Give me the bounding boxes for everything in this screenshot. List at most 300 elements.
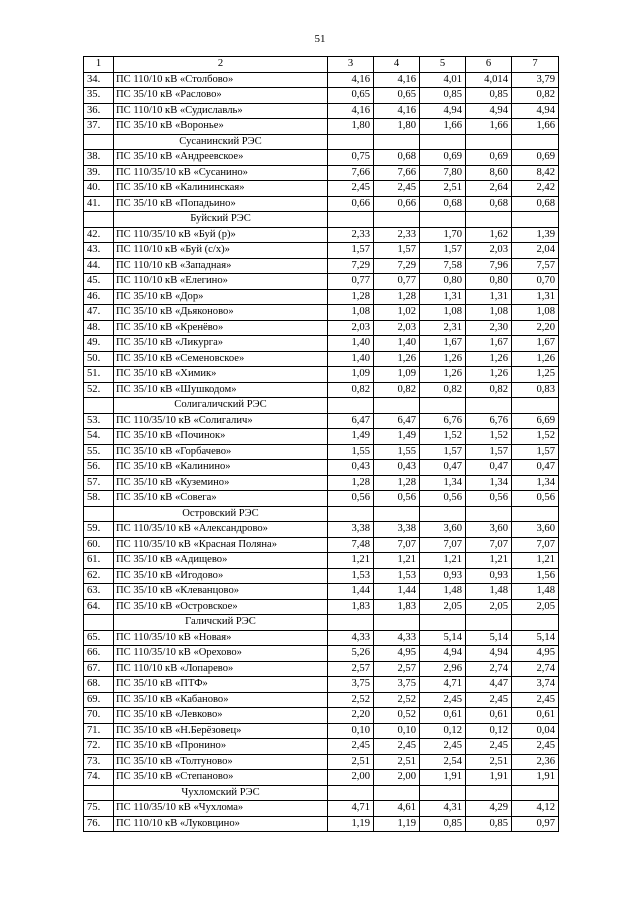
value-cell-col-6: 4,47 bbox=[466, 677, 512, 693]
value-cell-col-5: 2,54 bbox=[420, 754, 466, 770]
value-cell-col-3: 2,45 bbox=[328, 181, 374, 197]
section-empty-cell bbox=[512, 134, 559, 150]
value-cell-col-5: 4,71 bbox=[420, 677, 466, 693]
value-cell-col-5: 0,69 bbox=[420, 150, 466, 166]
row-number: 61. bbox=[84, 553, 114, 569]
substation-name: ПС 35/10 кВ «Попадьино» bbox=[114, 196, 328, 212]
value-cell-col-3: 1,09 bbox=[328, 367, 374, 383]
table-row bbox=[84, 708, 559, 724]
value-cell-col-3: 0,10 bbox=[328, 723, 374, 739]
table-row bbox=[84, 491, 559, 507]
section-empty-cell bbox=[466, 212, 512, 228]
substation-name: ПС 35/10 кВ «Воронье» bbox=[114, 119, 328, 135]
value-cell-col-6: 1,26 bbox=[466, 367, 512, 383]
value-cell-col-7: 0,97 bbox=[512, 816, 559, 832]
value-cell-col-5: 1,66 bbox=[420, 119, 466, 135]
section-empty-cell bbox=[466, 506, 512, 522]
row-number: 34. bbox=[84, 72, 114, 88]
section-number-cell bbox=[84, 506, 114, 522]
section-row bbox=[84, 506, 559, 522]
value-cell-col-7: 0,83 bbox=[512, 382, 559, 398]
value-cell-col-6: 1,21 bbox=[466, 553, 512, 569]
value-cell-col-6: 2,74 bbox=[466, 661, 512, 677]
value-cell-col-5: 1,26 bbox=[420, 367, 466, 383]
table-row bbox=[84, 444, 559, 460]
value-cell-col-6: 0,61 bbox=[466, 708, 512, 724]
value-cell-col-4: 0,65 bbox=[374, 88, 420, 104]
value-cell-col-7: 1,67 bbox=[512, 336, 559, 352]
value-cell-col-3: 4,16 bbox=[328, 72, 374, 88]
value-cell-col-7: 1,48 bbox=[512, 584, 559, 600]
section-row bbox=[84, 212, 559, 228]
value-cell-col-5: 0,85 bbox=[420, 88, 466, 104]
substation-name: ПС 35/10 кВ «Н.Берёзовец» bbox=[114, 723, 328, 739]
table-row bbox=[84, 553, 559, 569]
row-number: 68. bbox=[84, 677, 114, 693]
section-empty-cell bbox=[466, 398, 512, 414]
value-cell-col-4: 0,77 bbox=[374, 274, 420, 290]
value-cell-col-7: 2,45 bbox=[512, 692, 559, 708]
table-row bbox=[84, 413, 559, 429]
row-number: 66. bbox=[84, 646, 114, 662]
table-row bbox=[84, 754, 559, 770]
row-number: 38. bbox=[84, 150, 114, 166]
value-cell-col-5: 1,57 bbox=[420, 243, 466, 259]
value-cell-col-7: 2,74 bbox=[512, 661, 559, 677]
header-cell: 5 bbox=[420, 57, 466, 73]
value-cell-col-4: 6,47 bbox=[374, 413, 420, 429]
section-empty-cell bbox=[328, 615, 374, 631]
value-cell-col-5: 2,45 bbox=[420, 692, 466, 708]
value-cell-col-3: 0,65 bbox=[328, 88, 374, 104]
row-number: 74. bbox=[84, 770, 114, 786]
value-cell-col-3: 1,40 bbox=[328, 351, 374, 367]
value-cell-col-5: 1,91 bbox=[420, 770, 466, 786]
value-cell-col-3: 7,48 bbox=[328, 537, 374, 553]
value-cell-col-5: 1,26 bbox=[420, 351, 466, 367]
value-cell-col-6: 0,93 bbox=[466, 568, 512, 584]
value-cell-col-4: 0,68 bbox=[374, 150, 420, 166]
value-cell-col-4: 1,83 bbox=[374, 599, 420, 615]
table-row bbox=[84, 150, 559, 166]
value-cell-col-3: 7,29 bbox=[328, 258, 374, 274]
substation-name: ПС 35/10 кВ «Адищево» bbox=[114, 553, 328, 569]
value-cell-col-3: 1,28 bbox=[328, 475, 374, 491]
table-row bbox=[84, 537, 559, 553]
value-cell-col-4: 2,45 bbox=[374, 739, 420, 755]
value-cell-col-3: 1,57 bbox=[328, 243, 374, 259]
section-number-cell bbox=[84, 134, 114, 150]
value-cell-col-5: 1,67 bbox=[420, 336, 466, 352]
row-number: 51. bbox=[84, 367, 114, 383]
value-cell-col-3: 1,44 bbox=[328, 584, 374, 600]
table-row bbox=[84, 770, 559, 786]
value-cell-col-7: 4,12 bbox=[512, 801, 559, 817]
value-cell-col-4: 2,00 bbox=[374, 770, 420, 786]
value-cell-col-3: 2,03 bbox=[328, 320, 374, 336]
value-cell-col-6: 5,14 bbox=[466, 630, 512, 646]
value-cell-col-6: 1,31 bbox=[466, 289, 512, 305]
value-cell-col-5: 4,94 bbox=[420, 646, 466, 662]
row-number: 55. bbox=[84, 444, 114, 460]
substation-name: ПС 35/10 кВ «Левково» bbox=[114, 708, 328, 724]
row-number: 72. bbox=[84, 739, 114, 755]
substation-name: ПС 110/10 кВ «Западная» bbox=[114, 258, 328, 274]
table-row bbox=[84, 723, 559, 739]
value-cell-col-4: 2,45 bbox=[374, 181, 420, 197]
section-title: Буйский РЭС bbox=[114, 212, 328, 228]
value-cell-col-6: 4,29 bbox=[466, 801, 512, 817]
value-cell-col-6: 2,51 bbox=[466, 754, 512, 770]
section-empty-cell bbox=[328, 785, 374, 801]
value-cell-col-3: 4,33 bbox=[328, 630, 374, 646]
value-cell-col-6: 0,85 bbox=[466, 816, 512, 832]
value-cell-col-3: 1,83 bbox=[328, 599, 374, 615]
value-cell-col-6: 0,69 bbox=[466, 150, 512, 166]
table-row bbox=[84, 630, 559, 646]
value-cell-col-6: 0,68 bbox=[466, 196, 512, 212]
value-cell-col-7: 1,91 bbox=[512, 770, 559, 786]
table-row bbox=[84, 227, 559, 243]
value-cell-col-5: 2,96 bbox=[420, 661, 466, 677]
value-cell-col-6: 4,94 bbox=[466, 646, 512, 662]
value-cell-col-5: 0,61 bbox=[420, 708, 466, 724]
value-cell-col-3: 1,49 bbox=[328, 429, 374, 445]
value-cell-col-6: 4,94 bbox=[466, 103, 512, 119]
table-row bbox=[84, 320, 559, 336]
section-row bbox=[84, 134, 559, 150]
value-cell-col-3: 1,40 bbox=[328, 336, 374, 352]
value-cell-col-7: 0,04 bbox=[512, 723, 559, 739]
value-cell-col-6: 0,85 bbox=[466, 88, 512, 104]
value-cell-col-5: 2,45 bbox=[420, 739, 466, 755]
substation-name: ПС 110/10 кВ «Столбово» bbox=[114, 72, 328, 88]
value-cell-col-4: 4,95 bbox=[374, 646, 420, 662]
substation-name: ПС 110/35/10 кВ «Орехово» bbox=[114, 646, 328, 662]
row-number: 56. bbox=[84, 460, 114, 476]
row-number: 45. bbox=[84, 274, 114, 290]
value-cell-col-7: 1,26 bbox=[512, 351, 559, 367]
row-number: 69. bbox=[84, 692, 114, 708]
section-title: Островский РЭС bbox=[114, 506, 328, 522]
value-cell-col-7: 2,04 bbox=[512, 243, 559, 259]
substation-name: ПС 110/10 кВ «Луковцино» bbox=[114, 816, 328, 832]
section-empty-cell bbox=[512, 785, 559, 801]
value-cell-col-7: 3,60 bbox=[512, 522, 559, 538]
header-cell: 3 bbox=[328, 57, 374, 73]
substation-name: ПС 35/10 кВ «Кренёво» bbox=[114, 320, 328, 336]
section-empty-cell bbox=[420, 212, 466, 228]
value-cell-col-5: 2,31 bbox=[420, 320, 466, 336]
table-row bbox=[84, 289, 559, 305]
section-empty-cell bbox=[466, 615, 512, 631]
table-row bbox=[84, 429, 559, 445]
section-number-cell bbox=[84, 785, 114, 801]
value-cell-col-7: 5,14 bbox=[512, 630, 559, 646]
value-cell-col-3: 1,21 bbox=[328, 553, 374, 569]
value-cell-col-7: 1,52 bbox=[512, 429, 559, 445]
value-cell-col-7: 1,25 bbox=[512, 367, 559, 383]
value-cell-col-5: 6,76 bbox=[420, 413, 466, 429]
row-number: 59. bbox=[84, 522, 114, 538]
section-empty-cell bbox=[420, 506, 466, 522]
value-cell-col-6: 2,45 bbox=[466, 739, 512, 755]
value-cell-col-3: 2,57 bbox=[328, 661, 374, 677]
value-cell-col-5: 2,05 bbox=[420, 599, 466, 615]
value-cell-col-5: 0,12 bbox=[420, 723, 466, 739]
table-row bbox=[84, 661, 559, 677]
value-cell-col-4: 1,26 bbox=[374, 351, 420, 367]
section-empty-cell bbox=[374, 212, 420, 228]
value-cell-col-4: 0,66 bbox=[374, 196, 420, 212]
table-row bbox=[84, 522, 559, 538]
value-cell-col-7: 1,39 bbox=[512, 227, 559, 243]
row-number: 41. bbox=[84, 196, 114, 212]
value-cell-col-3: 2,00 bbox=[328, 770, 374, 786]
row-number: 43. bbox=[84, 243, 114, 259]
value-cell-col-6: 6,76 bbox=[466, 413, 512, 429]
section-empty-cell bbox=[512, 398, 559, 414]
substation-name: ПС 35/10 кВ «Клеванцово» bbox=[114, 584, 328, 600]
value-cell-col-5: 0,56 bbox=[420, 491, 466, 507]
row-number: 62. bbox=[84, 568, 114, 584]
substation-name: ПС 35/10 кВ «Толтуново» bbox=[114, 754, 328, 770]
value-cell-col-4: 1,57 bbox=[374, 243, 420, 259]
table-row bbox=[84, 475, 559, 491]
value-cell-col-7: 8,42 bbox=[512, 165, 559, 181]
value-cell-col-6: 1,66 bbox=[466, 119, 512, 135]
substation-name: ПС 35/10 кВ «Степаново» bbox=[114, 770, 328, 786]
value-cell-col-4: 0,82 bbox=[374, 382, 420, 398]
value-cell-col-6: 1,91 bbox=[466, 770, 512, 786]
value-cell-col-5: 1,52 bbox=[420, 429, 466, 445]
section-empty-cell bbox=[420, 398, 466, 414]
value-cell-col-7: 1,21 bbox=[512, 553, 559, 569]
value-cell-col-4: 1,53 bbox=[374, 568, 420, 584]
row-number: 73. bbox=[84, 754, 114, 770]
value-cell-col-7: 1,57 bbox=[512, 444, 559, 460]
row-number: 35. bbox=[84, 88, 114, 104]
value-cell-col-5: 4,31 bbox=[420, 801, 466, 817]
section-empty-cell bbox=[328, 506, 374, 522]
value-cell-col-4: 2,51 bbox=[374, 754, 420, 770]
table-row bbox=[84, 196, 559, 212]
value-cell-col-5: 7,58 bbox=[420, 258, 466, 274]
table-row bbox=[84, 584, 559, 600]
section-empty-cell bbox=[374, 134, 420, 150]
value-cell-col-7: 0,56 bbox=[512, 491, 559, 507]
value-cell-col-4: 7,66 bbox=[374, 165, 420, 181]
section-number-cell bbox=[84, 615, 114, 631]
value-cell-col-4: 0,52 bbox=[374, 708, 420, 724]
value-cell-col-7: 1,34 bbox=[512, 475, 559, 491]
table-row bbox=[84, 305, 559, 321]
substation-name: ПС 35/10 кВ «Калинино» bbox=[114, 460, 328, 476]
section-empty-cell bbox=[328, 398, 374, 414]
value-cell-col-4: 0,10 bbox=[374, 723, 420, 739]
row-number: 58. bbox=[84, 491, 114, 507]
value-cell-col-4: 1,49 bbox=[374, 429, 420, 445]
value-cell-col-4: 4,61 bbox=[374, 801, 420, 817]
substation-name: ПС 35/10 кВ «Химик» bbox=[114, 367, 328, 383]
row-number: 37. bbox=[84, 119, 114, 135]
value-cell-col-6: 2,03 bbox=[466, 243, 512, 259]
value-cell-col-4: 3,38 bbox=[374, 522, 420, 538]
table-row bbox=[84, 336, 559, 352]
value-cell-col-7: 2,42 bbox=[512, 181, 559, 197]
value-cell-col-4: 7,07 bbox=[374, 537, 420, 553]
row-number: 39. bbox=[84, 165, 114, 181]
value-cell-col-3: 1,55 bbox=[328, 444, 374, 460]
substation-name: ПС 35/10 кВ «Кабаново» bbox=[114, 692, 328, 708]
section-empty-cell bbox=[374, 615, 420, 631]
value-cell-col-5: 0,93 bbox=[420, 568, 466, 584]
value-cell-col-3: 2,33 bbox=[328, 227, 374, 243]
value-cell-col-5: 1,70 bbox=[420, 227, 466, 243]
row-number: 65. bbox=[84, 630, 114, 646]
table-row bbox=[84, 816, 559, 832]
row-number: 50. bbox=[84, 351, 114, 367]
row-number: 54. bbox=[84, 429, 114, 445]
value-cell-col-6: 2,30 bbox=[466, 320, 512, 336]
substation-name: ПС 35/10 кВ «Шушкодом» bbox=[114, 382, 328, 398]
value-cell-col-5: 1,21 bbox=[420, 553, 466, 569]
substation-name: ПС 35/10 кВ «ПТФ» bbox=[114, 677, 328, 693]
substation-name: ПС 110/35/10 кВ «Буй (р)» bbox=[114, 227, 328, 243]
value-cell-col-6: 0,80 bbox=[466, 274, 512, 290]
value-cell-col-5: 0,80 bbox=[420, 274, 466, 290]
row-number: 53. bbox=[84, 413, 114, 429]
value-cell-col-3: 0,75 bbox=[328, 150, 374, 166]
table-row bbox=[84, 382, 559, 398]
value-cell-col-7: 1,56 bbox=[512, 568, 559, 584]
value-cell-col-3: 0,66 bbox=[328, 196, 374, 212]
table-row bbox=[84, 119, 559, 135]
value-cell-col-4: 0,43 bbox=[374, 460, 420, 476]
row-number: 44. bbox=[84, 258, 114, 274]
value-cell-col-6: 0,12 bbox=[466, 723, 512, 739]
row-number: 49. bbox=[84, 336, 114, 352]
value-cell-col-4: 1,19 bbox=[374, 816, 420, 832]
table-row bbox=[84, 165, 559, 181]
value-cell-col-6: 1,62 bbox=[466, 227, 512, 243]
value-cell-col-6: 1,48 bbox=[466, 584, 512, 600]
value-cell-col-7: 1,08 bbox=[512, 305, 559, 321]
value-cell-col-4: 2,52 bbox=[374, 692, 420, 708]
page-number: 51 bbox=[314, 33, 326, 45]
value-cell-col-6: 1,57 bbox=[466, 444, 512, 460]
substation-name: ПС 35/10 кВ «Островское» bbox=[114, 599, 328, 615]
section-title: Сусанинский РЭС bbox=[114, 134, 328, 150]
row-number: 48. bbox=[84, 320, 114, 336]
value-cell-col-6: 2,64 bbox=[466, 181, 512, 197]
value-cell-col-7: 0,68 bbox=[512, 196, 559, 212]
value-cell-col-7: 0,69 bbox=[512, 150, 559, 166]
value-cell-col-3: 2,20 bbox=[328, 708, 374, 724]
section-empty-cell bbox=[466, 134, 512, 150]
value-cell-col-6: 2,45 bbox=[466, 692, 512, 708]
section-empty-cell bbox=[512, 506, 559, 522]
row-number: 71. bbox=[84, 723, 114, 739]
row-number: 64. bbox=[84, 599, 114, 615]
table-row bbox=[84, 274, 559, 290]
value-cell-col-5: 2,51 bbox=[420, 181, 466, 197]
table-row bbox=[84, 646, 559, 662]
substation-name: ПС 35/10 кВ «Семеновское» bbox=[114, 351, 328, 367]
value-cell-col-4: 4,33 bbox=[374, 630, 420, 646]
section-empty-cell bbox=[374, 398, 420, 414]
header-cell: 4 bbox=[374, 57, 420, 73]
substation-name: ПС 35/10 кВ «Ликурга» bbox=[114, 336, 328, 352]
value-cell-col-4: 1,55 bbox=[374, 444, 420, 460]
value-cell-col-3: 1,28 bbox=[328, 289, 374, 305]
value-cell-col-6: 1,52 bbox=[466, 429, 512, 445]
table-header-row bbox=[84, 57, 559, 73]
value-cell-col-6: 7,07 bbox=[466, 537, 512, 553]
value-cell-col-4: 2,33 bbox=[374, 227, 420, 243]
value-cell-col-5: 5,14 bbox=[420, 630, 466, 646]
value-cell-col-4: 1,80 bbox=[374, 119, 420, 135]
value-cell-col-7: 4,94 bbox=[512, 103, 559, 119]
value-cell-col-3: 0,43 bbox=[328, 460, 374, 476]
value-cell-col-3: 2,45 bbox=[328, 739, 374, 755]
value-cell-col-6: 0,47 bbox=[466, 460, 512, 476]
value-cell-col-6: 1,08 bbox=[466, 305, 512, 321]
table-row bbox=[84, 72, 559, 88]
value-cell-col-5: 4,01 bbox=[420, 72, 466, 88]
section-title: Чухломский РЭС bbox=[114, 785, 328, 801]
table-row bbox=[84, 88, 559, 104]
substation-name: ПС 35/10 кВ «Андреевское» bbox=[114, 150, 328, 166]
row-number: 47. bbox=[84, 305, 114, 321]
value-cell-col-6: 1,67 bbox=[466, 336, 512, 352]
value-cell-col-4: 7,29 bbox=[374, 258, 420, 274]
value-cell-col-6: 7,96 bbox=[466, 258, 512, 274]
value-cell-col-3: 2,51 bbox=[328, 754, 374, 770]
value-cell-col-5: 1,08 bbox=[420, 305, 466, 321]
substation-load-table bbox=[83, 56, 559, 832]
substation-name: ПС 35/10 кВ «Игодово» bbox=[114, 568, 328, 584]
table-row bbox=[84, 739, 559, 755]
table-row bbox=[84, 243, 559, 259]
value-cell-col-7: 3,79 bbox=[512, 72, 559, 88]
value-cell-col-4: 0,56 bbox=[374, 491, 420, 507]
section-empty-cell bbox=[374, 785, 420, 801]
value-cell-col-5: 1,48 bbox=[420, 584, 466, 600]
section-empty-cell bbox=[420, 615, 466, 631]
value-cell-col-3: 5,26 bbox=[328, 646, 374, 662]
section-row bbox=[84, 615, 559, 631]
value-cell-col-6: 0,56 bbox=[466, 491, 512, 507]
section-empty-cell bbox=[328, 212, 374, 228]
value-cell-col-5: 7,80 bbox=[420, 165, 466, 181]
section-empty-cell bbox=[328, 134, 374, 150]
value-cell-col-7: 1,66 bbox=[512, 119, 559, 135]
table-row bbox=[84, 568, 559, 584]
value-cell-col-4: 2,03 bbox=[374, 320, 420, 336]
substation-name: ПС 110/35/10 кВ «Новая» bbox=[114, 630, 328, 646]
value-cell-col-3: 0,77 bbox=[328, 274, 374, 290]
value-cell-col-6: 1,26 bbox=[466, 351, 512, 367]
value-cell-col-3: 3,38 bbox=[328, 522, 374, 538]
row-number: 36. bbox=[84, 103, 114, 119]
substation-name: ПС 110/10 кВ «Лопарево» bbox=[114, 661, 328, 677]
row-number: 52. bbox=[84, 382, 114, 398]
value-cell-col-5: 4,94 bbox=[420, 103, 466, 119]
substation-name: ПС 35/10 кВ «Совега» bbox=[114, 491, 328, 507]
value-cell-col-7: 2,05 bbox=[512, 599, 559, 615]
value-cell-col-3: 1,19 bbox=[328, 816, 374, 832]
